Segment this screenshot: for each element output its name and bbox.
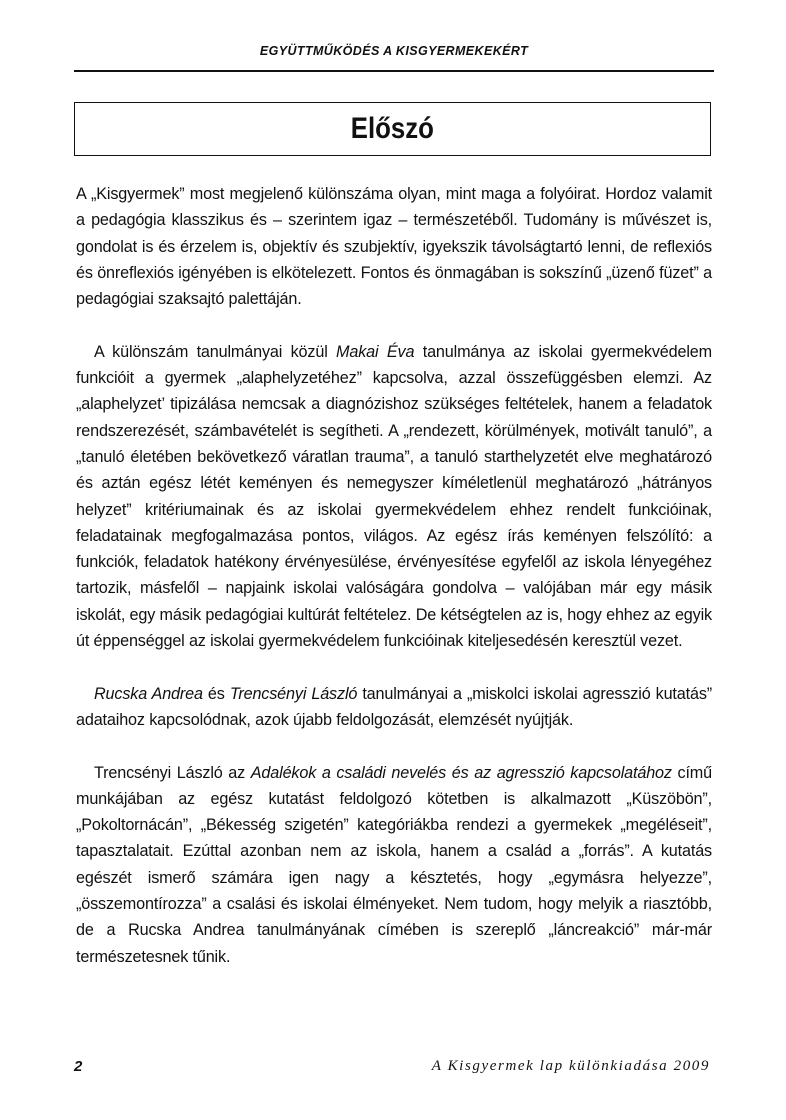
paragraph-2-segment-1: A különszám tanulmányai közül <box>94 342 337 361</box>
header-rule <box>74 70 714 72</box>
paragraph-4 <box>76 760 712 970</box>
paragraph-3-segment-2: és <box>202 684 230 703</box>
page-title: Előszó <box>350 112 435 145</box>
paragraph-2-segment-3: tanulmánya az iskolai gyermekvédelem funkcióit a gyermek „alaphelyzetéhez” kapcsolva, azzal összefüggésben elemzi. Az „alaphelyzet’ tipizálása nemcsak a diagnózishoz szükséges feltételek, hanem a feladatok rendszerezését, számbavételét is segítheti. A „rendezett, körülmények, motivált tanuló”, a „tanuló életében bekövetkező váratlan trauma”, a tanuló starthelyzetét elve meghatározó és aztán egész létét keményen és nemegyszer kíméletlenül meghatározó „hátrányos helyzet” kritériumainak és az iskolai gyermekvédelem ehhez rendelt funkcióinak, feladatainak megfogalmazása pontos, világos. Az egész írás keményen felszólító: a funkciók, feladatok hatékony érvényesülése, érvényesítése egyfelől az iskola lényegéhez tartozik, másfelől – napjaink iskolai valóságára gondolva – valójában már egy másik iskolát, egy másik pedagógiai kultúrát feltételez. De kétségtelen az is, hogy ehhez az egyik út éppenséggel az iskolai gyermekvédelem funkcióinak kiteljesedésén keresztül vezet. <box>76 342 712 651</box>
paragraph-2 <box>76 339 712 655</box>
running-header: EGYÜTTMŰKÖDÉS A KISGYERMEKEKÉRT <box>259 44 529 58</box>
paragraph-1-segment-1: A „Kisgyermek” most megjelenő különszáma olyan, mint maga a folyóirat. Hordoz valamit a pedagógia klasszikus és – szerintem igaz – természetéből. Tudomány is művészet is, gondolat is és érzelem is, objektív és szubjektív, igyekszik távolságtartó lenni, de reflexiós és önreflexiós igényében is elkötelezett. Fontos és önmagában is sokszínű „üzenő füzet” a pedagógiai szaksajtó palettáján. <box>76 185 712 309</box>
paragraph-3 <box>76 681 712 734</box>
page-number: 2 <box>74 1058 83 1075</box>
paragraph-3-author-name-1: Rucska Andrea <box>94 684 203 703</box>
title-box <box>74 102 711 156</box>
paragraph-3-author-name-2: Trencsényi László <box>229 684 358 703</box>
paragraph-4-segment-3: című munkájában az egész kutatást feldolgozó kötetben is alkalmazott „Küszöbön”, „Pokoltornácán”, „Békesség szigetén” kategóriákba rendezi a gyermekek „megéléseit”, tapasztalatait. Ezúttal azonban nem az iskola, hanem a család a „forrás”. A kutatás egészét ismerő számára igen nagy a késztetés, hogy „egymásra helyezze”, „összemontírozza” a csalási és iskolai élményeket. Nem tudom, hogy melyik a riasztóbb, de a Rucska Andrea tanulmányának címében is szereplő „láncreakció” már-már természetesnek tűnik. <box>76 763 712 966</box>
publication-footer: A Kisgyermek lap különkiadása 2009 <box>431 1058 710 1074</box>
paragraph-2-author-name: Makai Éva <box>336 342 415 361</box>
paragraph-3-segment-4: tanulmányai a „miskolci iskolai agresszió kutatás” adataihoz kapcsolódnak, azok újabb feldolgozását, elemzését nyújtják. <box>76 684 713 729</box>
paragraph-4-segment-1: Trencsényi László az <box>94 763 251 782</box>
paragraph-1 <box>76 181 712 312</box>
paragraph-4-work-title: Adalékok a családi nevelés és az agresszió kapcsolatához <box>250 763 672 782</box>
body-text <box>76 181 712 970</box>
